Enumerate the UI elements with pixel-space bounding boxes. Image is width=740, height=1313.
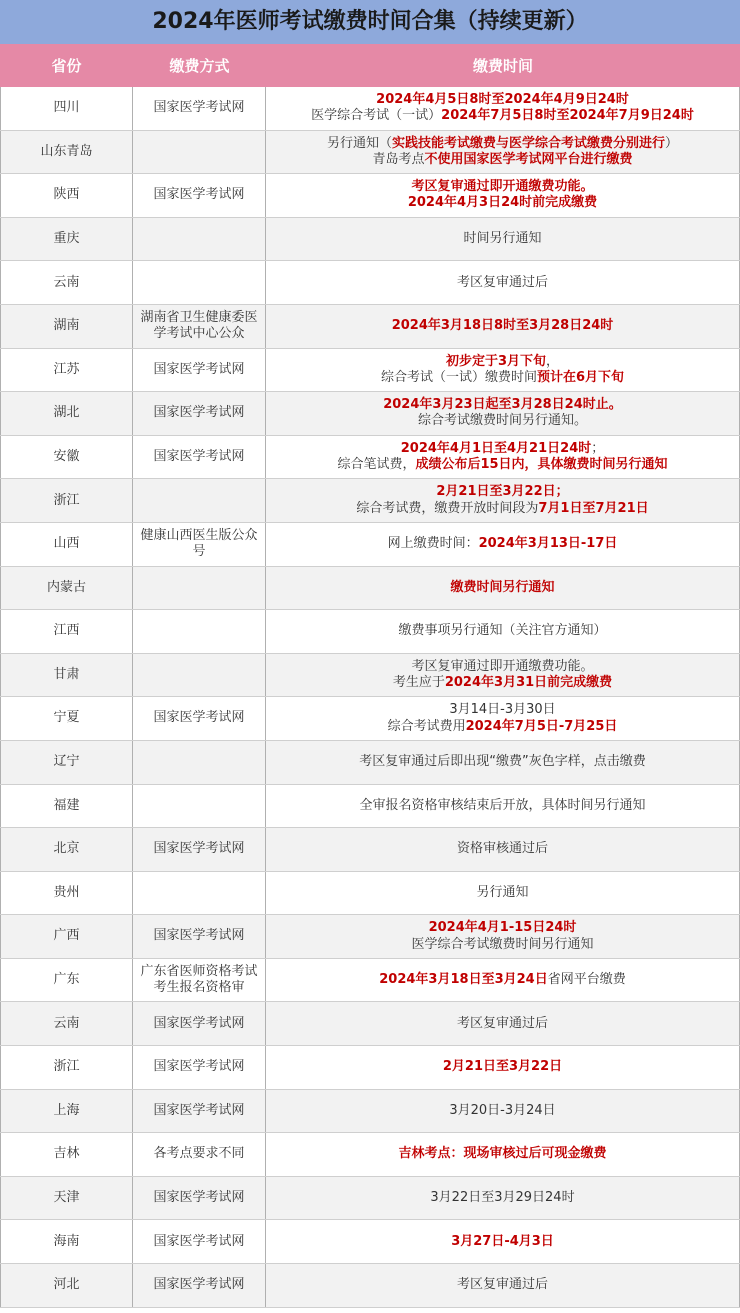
time-cell <box>266 305 740 348</box>
province-cell: 云南 <box>0 1002 133 1045</box>
time-line <box>436 484 568 500</box>
province-cell: 安徽 <box>0 436 133 479</box>
highlight-text: 初步定于3月下旬 <box>445 353 547 369</box>
highlight-text: 缴费时间另行通知 <box>450 579 555 595</box>
time-text: ； <box>591 440 605 456</box>
time-line <box>411 179 593 195</box>
time-line <box>450 580 554 596</box>
method-cell: 湖南省卫生健康委医学考试中心公众 <box>133 305 266 348</box>
time-cell <box>266 785 740 828</box>
time-text: 考区复审通过后 <box>456 1277 548 1293</box>
time-line <box>398 1146 606 1162</box>
time-text: ） <box>665 135 679 151</box>
table-row <box>0 261 740 305</box>
province-cell: 广西 <box>0 915 133 958</box>
highlight-text: 3月27日-4月3日 <box>451 1233 554 1249</box>
province-cell: 四川 <box>0 87 133 130</box>
province-cell: 江苏 <box>0 349 133 392</box>
method-cell <box>133 567 266 610</box>
highlight-text: 2024年4月3日24时前完成缴费 <box>407 195 598 211</box>
time-cell <box>266 915 740 958</box>
table-row <box>0 392 740 436</box>
highlight-text: 2024年7月5日-7月25日 <box>465 718 618 734</box>
time-line <box>430 1190 574 1206</box>
time-line <box>449 1103 555 1119</box>
table-row <box>0 915 740 959</box>
time-line <box>457 1016 548 1032</box>
time-cell <box>266 1090 740 1133</box>
method-cell: 国家医学考试网 <box>133 436 266 479</box>
time-line <box>392 318 614 334</box>
time-cell <box>266 1046 740 1089</box>
time-line <box>457 841 548 857</box>
table-row <box>0 131 740 175</box>
table-row <box>0 174 740 218</box>
time-line <box>457 275 548 291</box>
time-line <box>383 397 622 413</box>
time-line <box>337 457 667 473</box>
method-cell: 国家医学考试网 <box>133 1177 266 1220</box>
time-line <box>443 1059 562 1075</box>
highlight-text: 实践技能考试缴费与医学综合考试缴费分别进行 <box>391 135 665 151</box>
time-text: 综合考试费，缴费开放时间段为 <box>356 500 539 516</box>
method-cell <box>133 610 266 653</box>
highlight-text: 2024年7月5日8时至2024年7月9日24时 <box>441 108 694 124</box>
province-cell: 甘肃 <box>0 654 133 697</box>
time-text: 考生应于 <box>392 675 445 691</box>
time-text: 3月20日-3月24日 <box>449 1102 556 1118</box>
page-title: 2024年医师考试缴费时间合集（持续更新） <box>0 0 740 44</box>
time-cell <box>266 654 740 697</box>
province-cell: 陕西 <box>0 174 133 217</box>
highlight-text: 2024年4月1日至4月21日24时 <box>400 440 592 456</box>
table-row <box>0 828 740 872</box>
time-line <box>372 152 632 168</box>
table-row <box>0 1002 740 1046</box>
time-cell <box>266 87 740 130</box>
table-row <box>0 349 740 393</box>
time-text: 考区复审通过即开通缴费功能。 <box>411 658 594 674</box>
province-cell: 吉林 <box>0 1133 133 1176</box>
table-row <box>0 1046 740 1090</box>
time-line <box>388 536 618 552</box>
time-text: ， <box>546 353 560 369</box>
method-cell: 国家医学考试网 <box>133 349 266 392</box>
highlight-text: 成绩公布后15日内，具体缴费时间另行通知 <box>415 457 668 473</box>
time-cell <box>266 1002 740 1045</box>
method-cell <box>133 785 266 828</box>
province-cell: 云南 <box>0 261 133 304</box>
time-text: 综合笔试费， <box>337 457 416 473</box>
time-cell <box>266 567 740 610</box>
time-text: 省网平台缴费 <box>547 972 626 988</box>
province-cell: 湖南 <box>0 305 133 348</box>
province-cell: 浙江 <box>0 1046 133 1089</box>
time-text: 医学综合考试（一试） <box>311 108 442 124</box>
method-cell: 国家医学考试网 <box>133 915 266 958</box>
time-text: 资格审核通过后 <box>456 841 548 857</box>
table-row <box>0 1264 740 1308</box>
method-cell <box>133 872 266 915</box>
table-row <box>0 567 740 611</box>
time-cell <box>266 959 740 1002</box>
highlight-text: 2月21日至3月22日 <box>442 1059 563 1075</box>
time-line <box>418 413 587 429</box>
method-cell <box>133 218 266 261</box>
method-cell <box>133 741 266 784</box>
highlight-text: 2024年3月23日起至3月28日24时止。 <box>383 397 622 413</box>
time-cell <box>266 697 740 740</box>
time-text: 综合考试缴费时间另行通知。 <box>417 413 587 429</box>
time-text: 3月22日至3月29日24时 <box>430 1190 575 1206</box>
method-cell: 国家医学考试网 <box>133 174 266 217</box>
table-body <box>0 87 740 1308</box>
table-row <box>0 218 740 262</box>
time-cell <box>266 741 740 784</box>
time-line <box>451 1234 554 1250</box>
header-method: 缴费方式 <box>169 57 230 75</box>
method-cell <box>133 654 266 697</box>
time-line <box>401 441 605 457</box>
time-line <box>457 1277 548 1293</box>
time-cell <box>266 828 740 871</box>
time-line <box>311 108 694 124</box>
time-line <box>398 623 606 639</box>
time-cell <box>266 872 740 915</box>
time-text: 时间另行通知 <box>463 230 542 246</box>
highlight-text: 2024年3月18日至3月24日 <box>379 972 548 988</box>
highlight-text: 2024年3月31日前完成缴费 <box>444 675 613 691</box>
time-text: 另行通知（ <box>326 135 392 151</box>
province-cell: 内蒙古 <box>0 567 133 610</box>
time-line <box>359 754 645 770</box>
header-province: 省份 <box>51 57 82 75</box>
table-row <box>0 872 740 916</box>
time-text: 考区复审通过后 <box>456 274 548 290</box>
time-line <box>429 920 577 936</box>
province-cell: 浙江 <box>0 479 133 522</box>
method-cell: 国家医学考试网 <box>133 392 266 435</box>
time-line <box>359 798 645 814</box>
table-row <box>0 1177 740 1221</box>
province-cell: 山东青岛 <box>0 131 133 174</box>
time-text: 3月14日-3月30日 <box>449 702 556 718</box>
province-cell: 海南 <box>0 1220 133 1263</box>
time-cell <box>266 523 740 566</box>
time-line <box>356 501 648 517</box>
method-cell <box>133 479 266 522</box>
time-line <box>388 719 618 735</box>
time-cell <box>266 1220 740 1263</box>
time-text: 网上缴费时间： <box>387 536 479 552</box>
time-text: 医学综合考试缴费时间另行通知 <box>411 936 594 952</box>
method-cell: 国家医学考试网 <box>133 1264 266 1307</box>
province-cell: 宁夏 <box>0 697 133 740</box>
highlight-text: 考区复审通过即开通缴费功能。 <box>411 179 594 195</box>
highlight-text: 不使用国家医学考试网平台进行缴费 <box>424 151 633 167</box>
table-row <box>0 741 740 785</box>
time-cell <box>266 1264 740 1307</box>
province-cell: 福建 <box>0 785 133 828</box>
method-cell: 国家医学考试网 <box>133 1002 266 1045</box>
table-row <box>0 436 740 480</box>
highlight-text: 2024年3月18日8时至3月28日24时 <box>391 318 614 334</box>
province-cell: 北京 <box>0 828 133 871</box>
table-header <box>0 44 740 87</box>
province-cell: 河北 <box>0 1264 133 1307</box>
time-line <box>393 675 612 691</box>
table-row <box>0 1133 740 1177</box>
province-cell: 辽宁 <box>0 741 133 784</box>
time-cell <box>266 174 740 217</box>
method-cell: 广东省医师资格考试考生报名资格审 <box>133 959 266 1002</box>
table-row <box>0 479 740 523</box>
province-cell: 重庆 <box>0 218 133 261</box>
method-cell: 国家医学考试网 <box>133 87 266 130</box>
time-text: 考区复审通过后即出现“缴费”灰色字样，点击缴费 <box>359 754 646 770</box>
method-cell: 国家医学考试网 <box>133 1046 266 1089</box>
time-cell <box>266 261 740 304</box>
province-cell: 江西 <box>0 610 133 653</box>
time-text: 缴费事项另行通知（关注官方通知） <box>398 623 607 639</box>
highlight-text: 预计在6月下旬 <box>536 369 625 385</box>
province-cell: 湖北 <box>0 392 133 435</box>
highlight-text: 2月21日至3月22日； <box>436 484 569 500</box>
table-row <box>0 1090 740 1134</box>
time-text: 全审报名资格审核结束后开放，具体时间另行通知 <box>359 797 646 813</box>
time-line <box>449 702 555 718</box>
time-text: 综合考试费用 <box>387 718 466 734</box>
time-line <box>379 972 625 988</box>
province-cell: 天津 <box>0 1177 133 1220</box>
province-cell: 上海 <box>0 1090 133 1133</box>
time-line <box>411 659 593 675</box>
time-cell <box>266 436 740 479</box>
table-row <box>0 523 740 567</box>
province-cell: 广东 <box>0 959 133 1002</box>
table-row <box>0 785 740 829</box>
highlight-text: 2024年3月13日-17日 <box>478 536 618 552</box>
method-cell <box>133 261 266 304</box>
method-cell: 国家医学考试网 <box>133 828 266 871</box>
table-row <box>0 87 740 131</box>
time-line <box>463 231 541 247</box>
method-cell: 国家医学考试网 <box>133 697 266 740</box>
table-row <box>0 697 740 741</box>
time-cell <box>266 131 740 174</box>
province-cell: 山西 <box>0 523 133 566</box>
highlight-text: 7月1日至7月21日 <box>538 500 649 516</box>
table-row <box>0 654 740 698</box>
header-time: 缴费时间 <box>472 57 533 75</box>
method-cell: 国家医学考试网 <box>133 1220 266 1263</box>
table-row <box>0 305 740 349</box>
time-cell <box>266 349 740 392</box>
province-cell: 贵州 <box>0 872 133 915</box>
table-row <box>0 959 740 1003</box>
time-cell <box>266 218 740 261</box>
time-line <box>446 354 559 370</box>
method-cell <box>133 131 266 174</box>
time-line <box>327 136 678 152</box>
time-text: 另行通知 <box>476 884 529 900</box>
time-text: 青岛考点 <box>372 151 425 167</box>
time-cell <box>266 1133 740 1176</box>
highlight-text: 吉林考点：现场审核过后可现金缴费 <box>398 1146 607 1162</box>
time-line <box>411 937 593 953</box>
time-line <box>408 195 597 211</box>
time-text: 综合考试（一试）缴费时间 <box>380 369 537 385</box>
table-row <box>0 610 740 654</box>
time-cell <box>266 610 740 653</box>
method-cell: 国家医学考试网 <box>133 1090 266 1133</box>
method-cell: 健康山西医生版公众号 <box>133 523 266 566</box>
time-cell <box>266 479 740 522</box>
time-text: 考区复审通过后 <box>456 1015 548 1031</box>
time-line <box>476 885 528 901</box>
highlight-text: 2024年4月5日8时至2024年4月9日24时 <box>376 92 629 108</box>
method-cell: 各考点要求不同 <box>133 1133 266 1176</box>
table-row <box>0 1220 740 1264</box>
time-cell <box>266 392 740 435</box>
time-line <box>376 92 629 108</box>
time-cell <box>266 1177 740 1220</box>
highlight-text: 2024年4月1-15日24时 <box>428 920 577 936</box>
time-line <box>381 370 624 386</box>
